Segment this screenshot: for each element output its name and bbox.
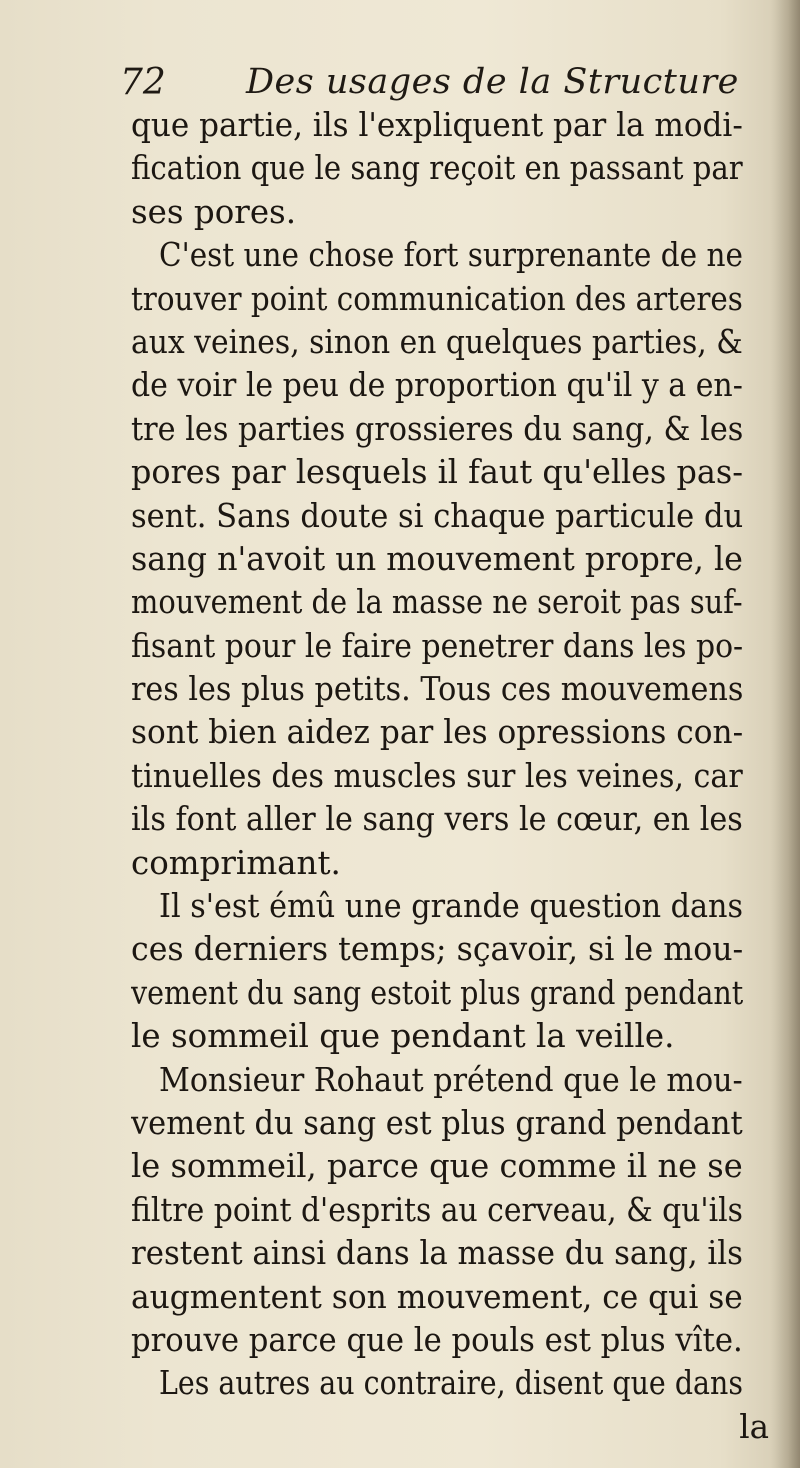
text-line: que partie, ils l'expliquent par la modi-: [131, 106, 743, 144]
text-line: comprimant.: [131, 843, 341, 882]
text-line: Monsieur Rohaut prétend que le mou-: [159, 1060, 743, 1099]
running-title: Des usages de la Structure: [246, 62, 739, 102]
text-line: pores par lesquels il faut qu'elles pas-: [131, 453, 744, 492]
text-line: fication que le sang reçoit en passant par: [131, 149, 743, 188]
page-number: 72: [120, 62, 166, 103]
text-line: Il s'est émû une grande question dans: [159, 887, 744, 926]
text-line: tinuelles des muscles sur les veines, car: [131, 756, 743, 795]
text-line: ses pores.: [131, 192, 297, 231]
text-line: augmentent son mouvement, ce qui se: [131, 1277, 743, 1316]
text-line: ces derniers temps; sçavoir, si le mou-: [131, 930, 744, 969]
text-line: ils font aller le sang vers le cœur, en les: [131, 800, 743, 839]
text-line: sang n'avoit un mouvement propre, le: [131, 539, 743, 578]
text-line: restent ainsi dans la masse du sang, ils: [131, 1234, 743, 1273]
text-line: le sommeil que pendant la veille.: [131, 1017, 675, 1056]
text-line: filtre point d'esprits au cerveau, & qu'ils: [131, 1190, 743, 1229]
text-line: Les autres au contraire, disent que dans: [159, 1364, 743, 1403]
text-line: prouve parce que le pouls est plus vîte.: [131, 1320, 743, 1359]
page-header: [120, 58, 740, 108]
text-line: fisant pour le faire penetrer dans les po-: [131, 626, 744, 665]
text-line: sont bien aidez par les opressions con-: [131, 713, 744, 752]
text-line: tre les parties grossieres du sang, & les: [131, 409, 744, 448]
text-line: aux veines, sinon en quelques parties, &: [131, 322, 743, 361]
text-line: le sommeil, parce que comme il ne se: [131, 1147, 743, 1186]
text-line: de voir le peu de proportion qu'il y a en-: [131, 366, 743, 405]
catchword: la: [739, 1407, 769, 1446]
text-line: mouvement de la masse ne seroit pas suf-: [131, 583, 743, 622]
text-line: sent. Sans doute si chaque particule du: [131, 496, 744, 535]
text-line: vement du sang est plus grand pendant: [131, 1103, 743, 1142]
text-line: vement du sang estoit plus grand pendant: [131, 973, 744, 1012]
text-line: res les plus petits. Tous ces mouvemens: [131, 670, 744, 709]
body-text: [131, 104, 781, 1449]
text-line: C'est une chose fort surprenante de ne: [159, 236, 743, 275]
text-line: trouver point communication des arteres: [131, 279, 743, 318]
